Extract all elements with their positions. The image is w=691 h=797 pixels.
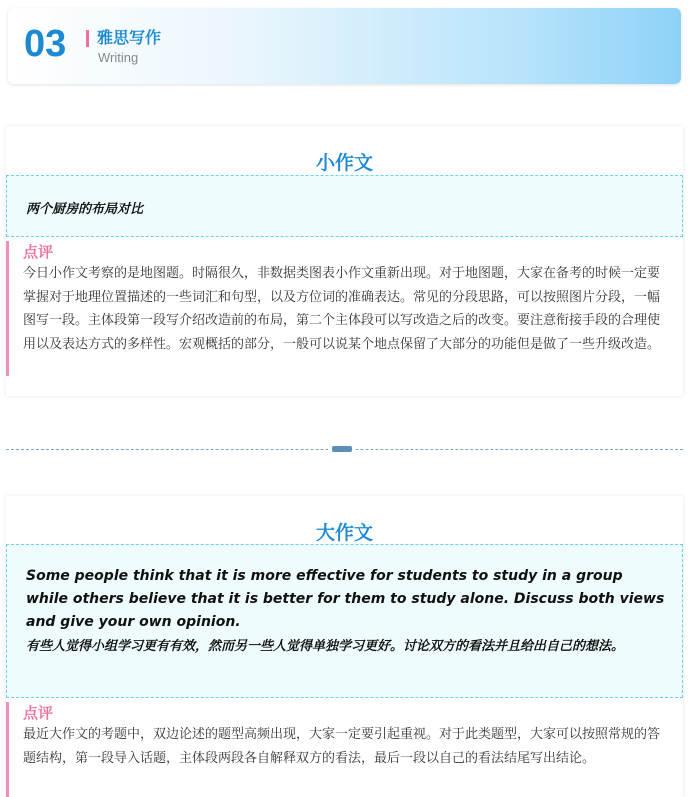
section-number: 03 [24,23,67,65]
large-essay-prompt-en: Some people think that it is more effective for students to study in a group while others believe that it is better for them to study alone. Discuss both views and give your own opinion. [26,568,665,630]
large-essay-card [6,496,683,797]
section-header [8,8,681,84]
large-essay-prompt-cn: 有些人觉得小组学习更有有效，然而另一些人觉得单独学习更好。讨论双方的看法并且给出自己的想法。 [26,639,625,654]
small-essay-comment [6,241,684,376]
small-essay-heading: 小作文 [315,152,373,174]
large-essay-heading: 大作文 [315,522,373,544]
large-essay-comment-label: 点评 [23,704,54,722]
section-divider-bar [86,30,89,47]
large-essay-prompt-box [6,544,683,698]
small-essay-comment-text: 今日小作文考察的是地图题。时隔很久，非数据类图表小作文重新出现。对于地图题，大家在备考的时候一定要掌握对于地理位置描述的一些词汇和句型，以及方位词的准确表达。常见的分段思路，可以按照图片分段，一幅图写一段。主体段第一段写介绍改造前的布局，第二个主体段可以写改造之后的改变。要注意衔接手段的合理使用以及表达方式的多样性。宏观概括的部分，一般可以说某个地点保留了大部分的功能但是做了一些升级改造。 [23,266,661,353]
divider-logo-icon [328,444,356,454]
small-essay-prompt: 两个厨房的布局对比 [26,202,144,217]
section-subtitle: Writing [98,50,139,65]
large-essay-comment-text: 最近大作文的考题中，双边论述的题型高频出现，大家一定要引起重视。对于此类题型，大家可以按照常规的答题结构，第一段导入话题，主体段两段各自解释双方的看法，最后一段以自己的看法结尾写出结论。 [23,727,661,766]
section-title: 雅思写作 [97,28,162,47]
small-essay-comment-label: 点评 [23,243,54,261]
large-essay-comment [6,702,684,797]
small-essay-card [6,126,683,396]
small-essay-prompt-box [6,175,683,237]
